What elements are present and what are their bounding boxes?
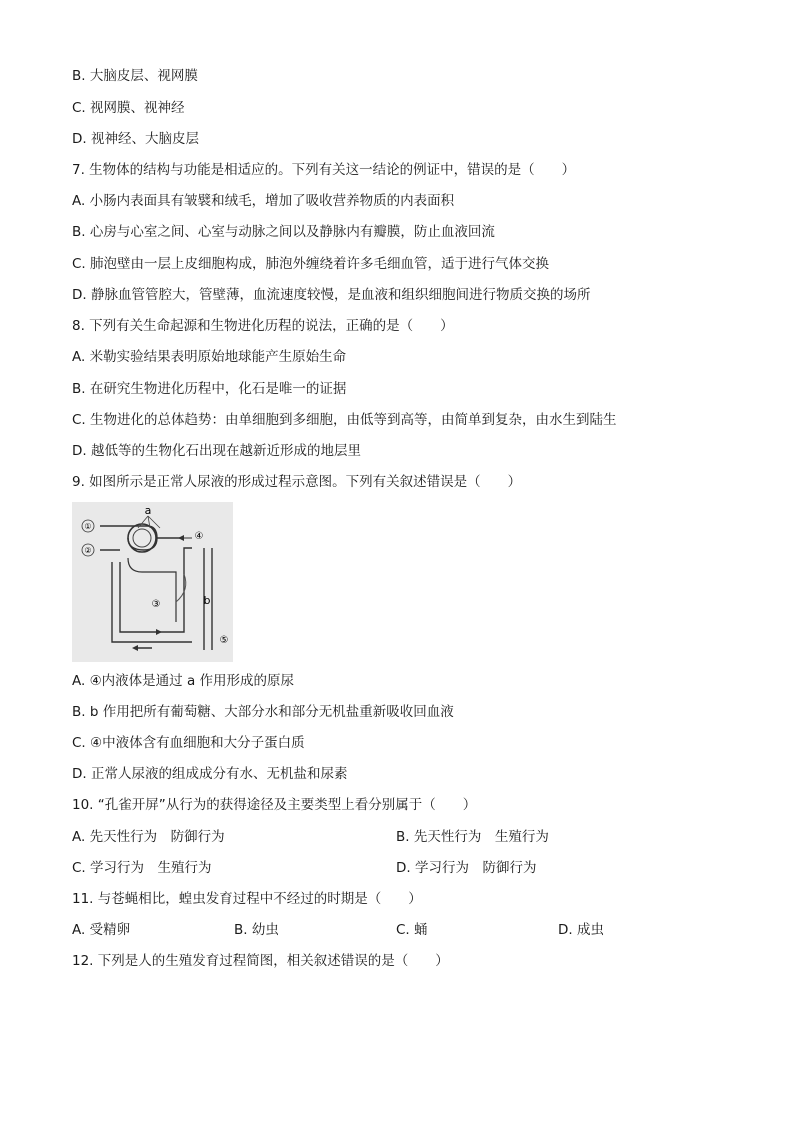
nephron-diagram-svg — [72, 502, 233, 662]
line-3: D. 视神经、大脑皮层 — [72, 131, 199, 147]
q10-option-c: C. 学习行为 生殖行为 — [72, 860, 212, 876]
line-2: C. 视网膜、视神经 — [72, 100, 185, 116]
q7-option-a: A. 小肠内表面具有皱襞和绒毛，增加了吸收营养物质的内表面积 — [72, 193, 455, 209]
q7-option-b: B. 心房与心室之间、心室与动脉之间以及静脉内有瓣膜，防止血液回流 — [72, 224, 495, 240]
question-10: 10. “孔雀开屏”从行为的获得途径及主要类型上看分别属于（ ） — [72, 797, 477, 813]
q8-option-c: C. 生物进化的总体趋势：由单细胞到多细胞，由低等到高等，由简单到复杂，由水生到陆生 — [72, 412, 617, 428]
question-11: 11. 与苍蝇相比，蝗虫发育过程中不经过的时期是（ ） — [72, 891, 422, 907]
label-4: ④ — [194, 531, 204, 542]
label-2: ② — [84, 546, 92, 555]
q11-option-a: A. 受精卵 — [72, 922, 131, 938]
q11-option-c: C. 蛹 — [396, 922, 428, 938]
question-9: 9. 如图所示是正常人尿液的形成过程示意图。下列有关叙述错误是（ ） — [72, 474, 522, 490]
label-5: ⑤ — [219, 635, 229, 646]
q9-option-b: B. b 作用把所有葡萄糖、大部分水和部分无机盐重新吸收回血液 — [72, 704, 454, 720]
q10-option-a: A. 先天性行为 防御行为 — [72, 829, 225, 845]
q8-option-b: B. 在研究生物进化历程中，化石是唯一的证据 — [72, 381, 347, 397]
q11-option-b: B. 幼虫 — [234, 922, 279, 938]
label-3: ③ — [151, 599, 161, 610]
q9-option-a: A. ④内液体是通过 a 作用形成的原尿 — [72, 673, 295, 689]
q7-option-c: C. 肺泡壁由一层上皮细胞构成，肺泡外缠绕着许多毛细血管，适于进行气体交换 — [72, 256, 550, 272]
q9-option-d: D. 正常人尿液的组成成分有水、无机盐和尿素 — [72, 766, 348, 782]
q7-option-d: D. 静脉血管管腔大，管壁薄，血流速度较慢，是血液和组织细胞间进行物质交换的场所 — [72, 287, 591, 303]
question-12: 12. 下列是人的生殖发育过程简图，相关叙述错误的是（ ） — [72, 953, 449, 969]
q8-option-a: A. 米勒实验结果表明原始地球能产生原始生命 — [72, 349, 347, 365]
urine-formation-diagram — [72, 502, 233, 662]
label-a: a — [144, 504, 152, 517]
q11-option-d: D. 成虫 — [558, 922, 604, 938]
q8-option-d: D. 越低等的生物化石出现在越新近形成的地层里 — [72, 443, 361, 459]
question-7: 7. 生物体的结构与功能是相适应的。下列有关这一结论的例证中，错误的是（ ） — [72, 162, 576, 178]
question-8: 8. 下列有关生命起源和生物进化历程的说法，正确的是（ ） — [72, 318, 454, 334]
label-b: b — [203, 594, 211, 607]
line-1: B. 大脑皮层、视网膜 — [72, 68, 198, 84]
q10-option-d: D. 学习行为 防御行为 — [396, 860, 537, 876]
q9-option-c: C. ④中液体含有血细胞和大分子蛋白质 — [72, 735, 305, 751]
label-1: ① — [84, 522, 92, 531]
q10-option-b: B. 先天性行为 生殖行为 — [396, 829, 549, 845]
